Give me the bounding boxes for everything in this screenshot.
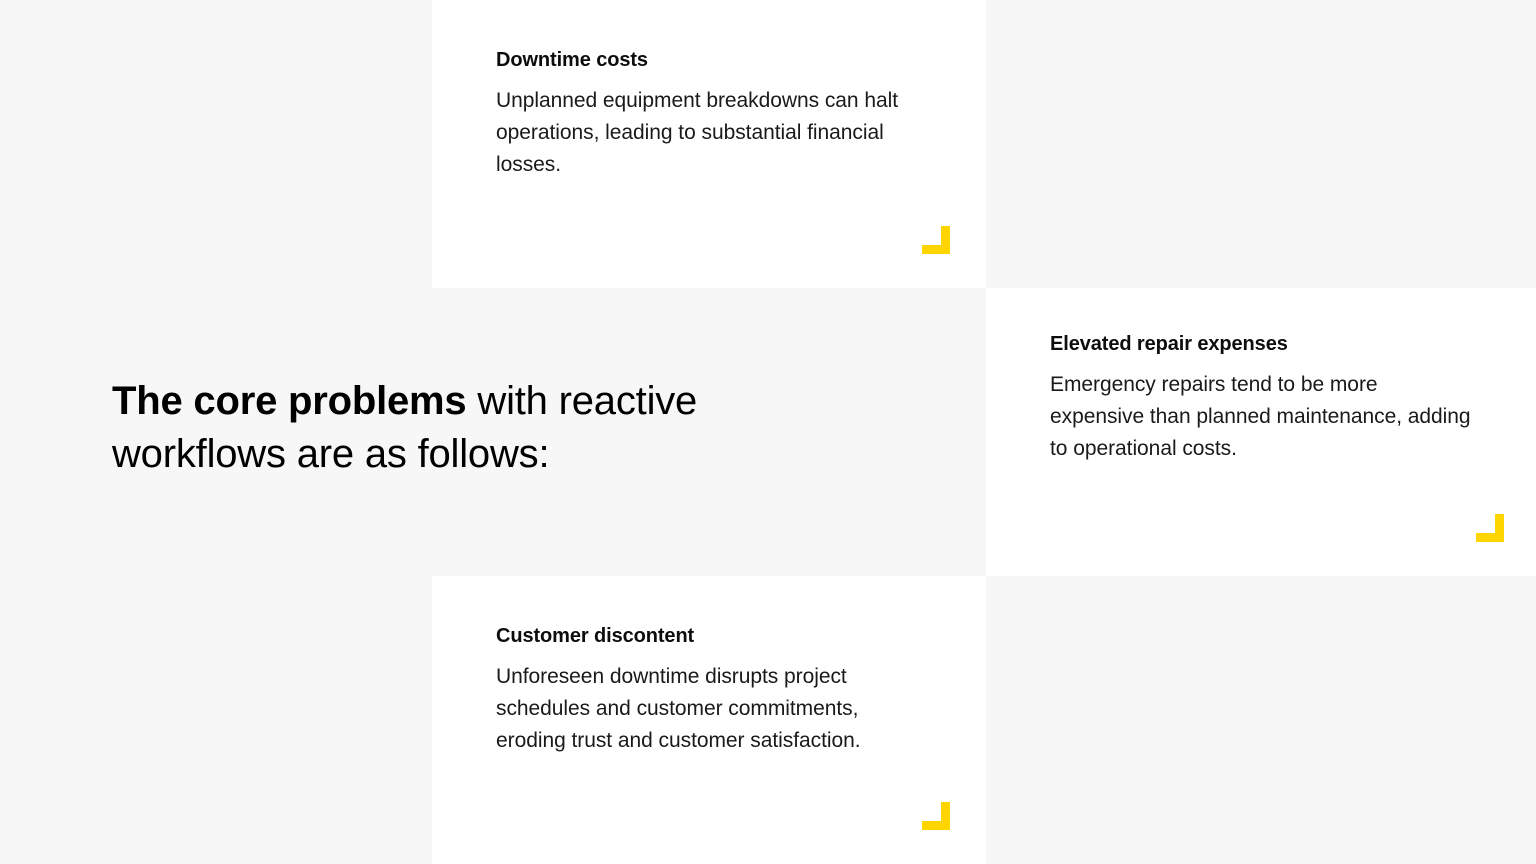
card-body: Unplanned equipment breakdowns can halt operations, leading to substantial financial losses. xyxy=(496,89,898,176)
page-title-emphasis: The core problems xyxy=(112,379,467,423)
corner-bracket-icon xyxy=(922,226,950,254)
corner-bracket-horizontal xyxy=(922,245,950,254)
card-body: Unforeseen downtime disrupts project schedules and customer commitments, eroding trust and customer satisfaction. xyxy=(496,665,861,752)
card-body: Emergency repairs tend to be more expensive than planned maintenance, adding to operational costs. xyxy=(1050,373,1471,460)
corner-bracket-icon xyxy=(1476,514,1504,542)
card-customer-discontent xyxy=(432,576,986,864)
card-title: Downtime costs xyxy=(496,49,648,71)
corner-bracket-icon xyxy=(922,802,950,830)
card-downtime-costs xyxy=(432,0,986,288)
card-title: Elevated repair expenses xyxy=(1050,333,1288,355)
corner-bracket-horizontal xyxy=(1476,533,1504,542)
card-title: Customer discontent xyxy=(496,625,695,647)
corner-bracket-horizontal xyxy=(922,821,950,830)
page-title xyxy=(112,375,812,481)
card-elevated-repair-expenses xyxy=(986,288,1536,576)
page-title-rest: with reactive workflows are as follows: xyxy=(112,379,698,476)
